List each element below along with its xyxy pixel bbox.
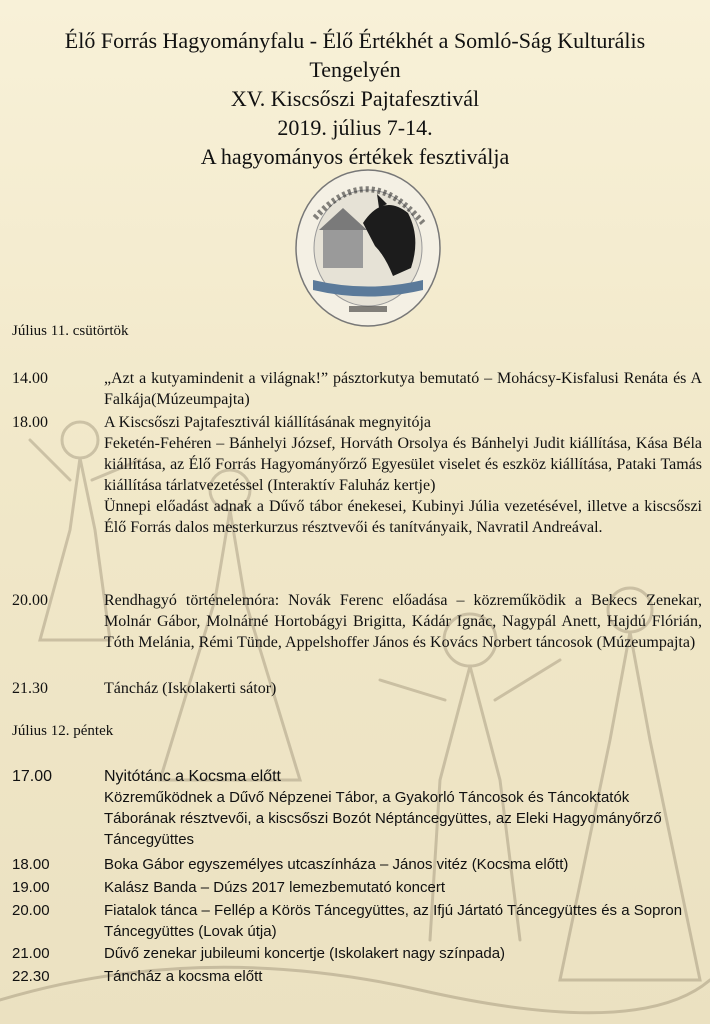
festival-dates: 2019. július 7-14. [277,115,433,140]
event-description: Közreműködnek a Dűvő Népzenei Tábor, a Gyakorló Táncosok és Táncoktatók Táborának résztvevői, a kiscsőszi Bozót Néptáncegyüttes, az Eleki Hagyományőrző Táncegyüttes [104,789,662,848]
event-time: 21.30 [12,680,48,697]
day-heading-july-11: Július 11. csütörtök [12,323,129,339]
event-row [12,590,702,653]
event-row [12,766,702,850]
event-description: Kalász Banda – Dúzs 2017 lemezbemutató koncert [104,879,446,896]
event-description: Táncház a kocsma előtt [104,968,263,985]
event-row [12,412,702,538]
event-row [12,678,702,699]
event-description: Feketén-Fehéren – Bánhelyi József, Horváth Orsolya és Bánhelyi Judit kiállítása, Kása Béla kiállítása, az Élő Forrás Hagyományőrző Egyesület viselet és eszköz kiállítása, Pataki Tamás kiállítása tárlatvezetéssel (Interaktív Faluház kertje) [104,435,702,494]
event-row [12,877,702,898]
event-row [12,900,702,942]
event-description: Rendhagyó történelemóra: Novák Ferenc előadása – közreműködik a Bekecs Zenekar, Molnár Gábor, Molnárné Hortobágyi Brigitta, Kádár Ignác, Nagypál Anett, Hajdú Flórián, Tóth Melánia, Rémi Tünde, Appelshoffer János és Kovács Norbert táncosok (Múzeumpajta) [104,592,702,651]
event-title: Nyitótánc a Kocsma előtt [104,768,281,785]
event-time: 21.00 [12,945,50,962]
header-title-line2: Tengelyén [309,57,401,82]
event-title: A Kiscsőszi Pajtafesztivál kiállításának megnyitója [104,414,432,431]
event-time: 20.00 [12,592,48,609]
event-row [12,943,702,964]
association-emblem-logo [293,168,443,328]
event-row [12,966,702,987]
event-time: 17.00 [12,768,53,785]
event-time: 18.00 [12,414,48,431]
event-description: „Azt a kutyamindenit a világnak!” pásztorkutya bemutató – Mohácsy-Kisfalusi Renáta és A Falkája(Múzeumpajta) [104,370,702,408]
event-time: 22.30 [12,968,50,985]
event-description: Táncház (Iskolakerti sátor) [104,680,277,697]
event-time: 14.00 [12,370,48,387]
header-title-line1: Élő Forrás Hagyományfalu - Élő Értékhét a Somló-Ság Kulturális [64,28,646,53]
event-row [12,368,702,410]
event-description: Boka Gábor egyszemélyes utcaszínháza – János vitéz (Kocsma előtt) [104,856,569,873]
event-description: Fiatalok tánca – Fellép a Körös Táncegyüttes, az Ifjú Jártató Táncegyüttes és a Sopron Táncegyüttes (Lovak útja) [104,902,683,940]
event-row [12,854,702,875]
event-time: 20.00 [12,902,50,919]
event-description: Dűvő zenekar jubileumi koncertje (Iskolakert nagy színpada) [104,945,506,962]
event-description: Ünnepi előadást adnak a Dűvő tábor énekesei, Kubinyi Júlia vezetésével, illetve a kiscsőszi Élő Forrás dalos mesterkurzus résztvevői és tanítványaik, Navratil Andreával. [104,498,702,536]
day-heading-july-12: Július 12. péntek [12,723,114,739]
document-header [0,26,710,171]
event-time: 19.00 [12,879,50,896]
event-time: 18.00 [12,856,50,873]
festival-name: XV. Kiscsőszi Pajtafesztivál [230,86,480,111]
festival-tagline: A hagyományos értékek fesztiválja [200,144,510,169]
